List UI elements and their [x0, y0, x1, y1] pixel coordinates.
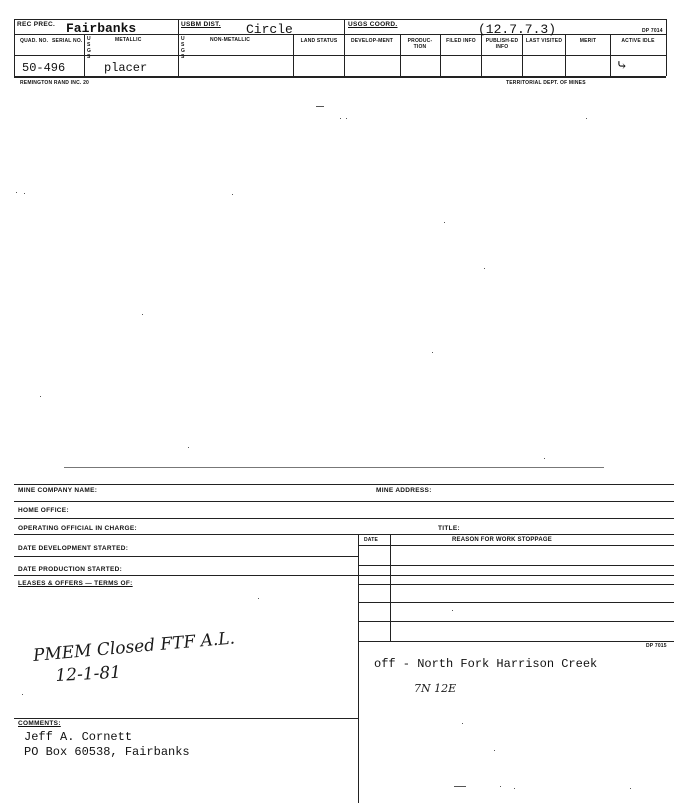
col-production: PRODUC-TION [407, 38, 433, 50]
comment-line-1: Jeff A. Cornett [24, 730, 133, 744]
col-published-info: PUBLISH-ED INFO [485, 38, 519, 50]
col-filed-info: FILED INFO [446, 38, 476, 44]
handwritten-note-line2: 12-1-81 [54, 662, 122, 686]
col-metallic: METALLIC [115, 37, 142, 43]
mine-company-name-label: MINE COMPANY NAME: [18, 487, 98, 494]
col-merit: MERIT [579, 38, 597, 44]
comment-line-2: PO Box 60538, Fairbanks [24, 745, 190, 759]
col-serial-no: SERIAL NO. [52, 38, 83, 44]
active-check-mark: ⤷ [616, 58, 628, 74]
header-top-rule [14, 19, 666, 20]
form-code-top: DP 7014 [642, 28, 663, 34]
usbm-dist-label: USBM DIST. [181, 21, 221, 28]
location-text: off - North Fork Harrison Creek [374, 657, 598, 671]
col-quad-no: QUAD. NO. [20, 38, 49, 44]
leases-offers-label: LEASES & OFFERS — TERMS OF: [18, 580, 133, 587]
rec-prec-label: REC PREC. [17, 21, 56, 28]
date-dev-started-label: DATE DEVELOPMENT STARTED: [18, 545, 129, 552]
home-office-label: HOME OFFICE: [18, 507, 69, 514]
date-column-header: DATE [364, 537, 379, 543]
mine-address-label: MINE ADDRESS: [376, 487, 432, 494]
header-col-rule [14, 55, 666, 56]
usgs-coord-label: USGS COORD. [348, 21, 398, 28]
township-range: 7N 12E [414, 682, 457, 695]
col-development: DEVELOP-MENT [350, 38, 394, 44]
usbm-dist-value: Circle [246, 22, 293, 37]
record-metallic: placer [104, 61, 148, 75]
date-prod-started-label: DATE PRODUCTION STARTED: [18, 566, 123, 573]
col-land-status: LAND STATUS [300, 38, 338, 44]
usgs-coord-value: (12.7.7.3) [478, 22, 557, 37]
operating-official-label: OPERATING OFFICIAL IN CHARGE: [18, 525, 137, 532]
handwritten-note-line1: PMEM Closed FTF A.L. [32, 628, 236, 666]
col-usgs-2: U S G S [181, 36, 186, 60]
form-code-bottom: DP 7015 [646, 643, 667, 649]
title-label: TITLE: [438, 525, 461, 532]
territorial-dept: TERRITORIAL DEPT. OF MINES [506, 80, 586, 86]
col-non-metallic: NON-METALLIC [210, 37, 251, 43]
header-bottom-rule [14, 76, 666, 78]
col-active-idle: ACTIVE IDLE [621, 38, 655, 44]
record-quad-serial: 50-496 [22, 61, 66, 75]
comments-label: COMMENTS: [18, 720, 61, 727]
reason-column-header: REASON FOR WORK STOPPAGE [452, 537, 552, 543]
col-last-visited: LAST VISITED [525, 38, 563, 44]
printer-line: REMINGTON RAND INC. 20 [20, 80, 90, 86]
rec-prec-value: Fairbanks [66, 21, 137, 36]
col-usgs-1: U S G S [87, 36, 92, 60]
